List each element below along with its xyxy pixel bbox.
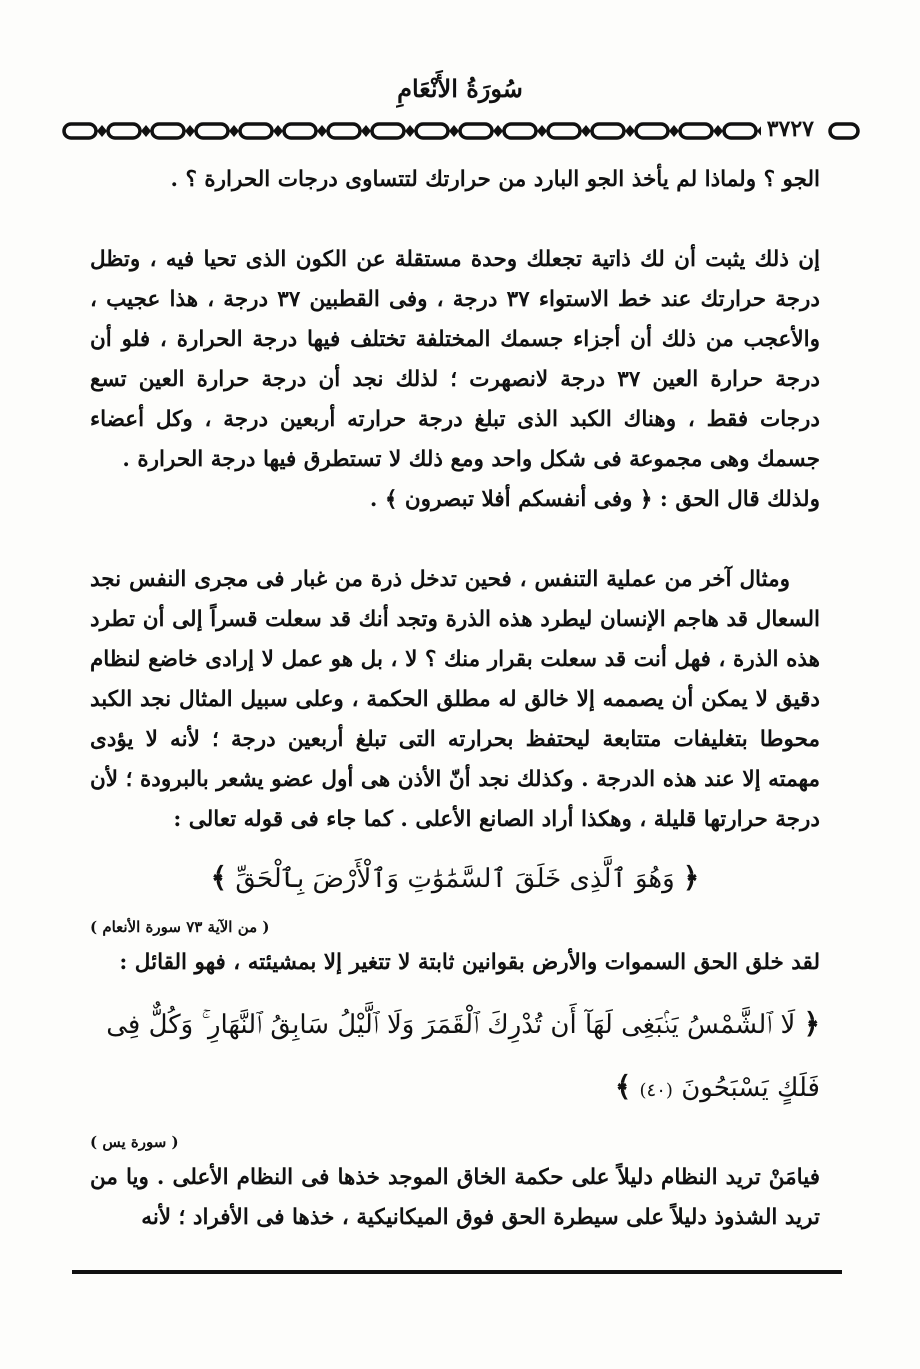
chain-diamond [317,125,327,137]
page-header [60,72,860,142]
paragraph-2-quote: ولذلك قال الحق : ﴿ وفى أنفسكم أفلا تبصرون ﴾ . [369,487,820,512]
chain-link [152,124,184,138]
chain-diamond [493,125,503,137]
page-body [90,160,820,1238]
chain-link [196,124,228,138]
chain-diamond [449,125,459,137]
verse-1-source: ( من الآية ٧٣ سورة الأنعام ) [90,918,270,936]
chain-link [504,124,536,138]
chain-link [680,124,712,138]
verse-close-bracket: ﴾ [210,861,228,894]
paragraph-3: ومثال آخر من عملية التنفس ، فحين تدخل ذرة من غبار فى مجرى النفس نجد السعال قد هاجم الإنسان ليطرد هذه الذرة وتجد أنك قد سعلت قسراً إلى أن تطرد هذه الذرة ، فهل أنت قد سعلت بقرار منك ؟ لا ، بل هو عمل لا إرادى خاضع لنظام دقيق لا يمكن أن يصممه إلا خالق له مطلق الحكمة ، وعلى سبيل المثال نجد الكبد محوطا بتغليفات متتابعة ليحتفظ بحرارته التى تبلغ أربعين درجة ؛ لأنه لا يؤدى مهمته إلا عند هذه الدرجة . وكذلك نجد أنّ الأذن هى أول عضو يشعر بالبرودة ؛ لأن درجة حرارتها قليلة ، وهكذا أراد الصانع الأعلى . كما جاء فى قوله تعالى : [90,567,820,832]
chain-diamond [713,125,723,137]
chain-diamond [273,125,283,137]
chain-diamond [185,125,195,137]
verse-2-text: لَا ٱلشَّمْسُ يَنۢبَغِى لَهَآ أَن تُدْرِكَ ٱلْقَمَرَ وَلَا ٱلَّيْلُ سَابِقُ ٱلنَّهَارِ ۚ وَكُلٌّ فِى فَلَكٍ يَسْبَحُونَ [106,1010,820,1103]
chain-link [724,124,756,138]
chain-diamond [141,125,151,137]
chain-link [636,124,668,138]
verse-1-text: وَهُوَ ٱلَّذِى خَلَقَ ٱلسَّمَٰوَٰتِ وَٱلْأَرْضَ بِٱلْحَقِّ [235,864,675,894]
chain-diamond [537,125,547,137]
chain-diamond [229,125,239,137]
surah-title: سُورَةُ الأَنْعَامِ [397,74,523,103]
chain-link [240,124,272,138]
chain-link [108,124,140,138]
chain-diamond [669,125,679,137]
chain-link [460,124,492,138]
paragraph-5: فيامَنْ تريد النظام دليلاً على حكمة الخاق الموجد خذها فى النظام الأعلى . ويا من تريد الشذوذ دليلاً على سيطرة الحق فوق الميكانيكية ، خذها فى الأفراد ؛ لأنه [90,1165,820,1230]
chain-link [372,124,404,138]
chain-link [592,124,624,138]
verse-close-bracket: ﴾ [614,1070,632,1103]
chain-link [328,124,360,138]
verse-open-bracket: ﴿ [803,1007,820,1040]
chain-link [64,124,96,138]
paragraph-2: إن ذلك يثبت أن لك ذاتية تجعلك وحدة مستقلة عن الكون الذى تحيا فيه ، وتظل درجة حرارتك عند خط الاستواء ٣٧ درجة ، وفى القطبين ٣٧ درجة ، هذا عجيب ، والأعجب من ذلك أن أجزاء جسمك المختلفة تختلف فيها درجة الحرارة ، فلو أن درجة حرارة العين ٣٧ درجة لانصهرت ؛ لذلك نجد أن درجة حرارة العين تسع درجات فقط ، وهناك الكبد الذى تبلغ درجة حرارته أربعين درجة ، وكل أعضاء جسمك وهى مجموعة فى شكل واحد ومع ذلك لا تستطرق فيها درجة الحرارة . [90,247,820,472]
verse-2-number: (٤٠) [639,1080,673,1101]
quran-verse-1 [90,850,820,907]
chain-diamond [581,125,591,137]
chain-diamond [361,125,371,137]
chain-link [548,124,580,138]
chain-link [416,124,448,138]
chain-diamond [405,125,415,137]
ornamental-border [60,116,860,146]
chain-diamond [625,125,635,137]
verse-open-bracket: ﴿ [682,861,700,894]
quran-verse-2 [90,993,820,1122]
chain-diamond [97,125,107,137]
verse-2-source: ( سورة يس ) [90,1133,179,1151]
paragraph-1: الجو ؟ ولماذا لم يأخذ الجو البارد من حرارتك لتتساوى درجات الحرارة ؟ . [170,167,820,192]
paragraph-4: لقد خلق الحق السموات والأرض بقوانين ثابتة لا تتغير إلا بمشيئته ، فهو القائل : [119,950,820,975]
footer-rule [72,1270,842,1274]
chain-link [830,124,858,138]
chain-link [284,124,316,138]
page-number: ٣٧٢٧ [761,116,820,142]
